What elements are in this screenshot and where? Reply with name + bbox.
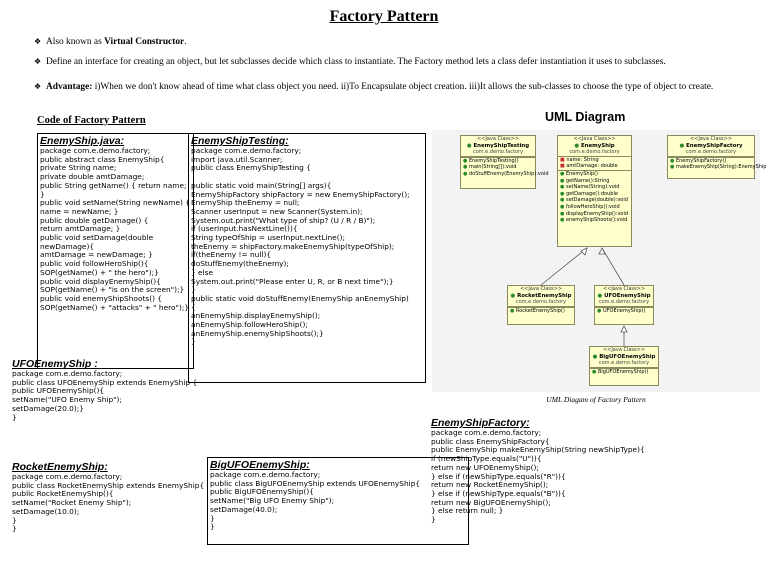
code-line: setName("Rocket Enemy Ship"); (12, 498, 132, 508)
class-icon: ● (592, 353, 598, 360)
code-line: if (newShipType.equals("U")){ (431, 454, 542, 464)
uml-class-name-text: UFOEnemyShip (604, 292, 651, 299)
code-line: public void displayEnemyShip(){ (40, 276, 161, 286)
code-line: package com.e.demo.factory; (12, 472, 123, 481)
code-line: package com.e.demo.factory; (40, 146, 151, 155)
class-icon: ● (510, 292, 516, 299)
uml-package: com.e.demo.factory (595, 299, 653, 307)
uml-operation: ● displayEnemyShip():void (560, 210, 629, 217)
class-icon: ● (466, 142, 472, 149)
code-lines (12, 473, 238, 534)
inherit-rocket-head (581, 248, 587, 255)
bullet-marker: ❖ (34, 37, 42, 46)
bullet-text: . (184, 37, 187, 47)
uml-heading: UML Diagram (545, 110, 626, 124)
code-block-title: EnemyShipTesting: (191, 135, 289, 147)
uml-operation: ● doStuffEnemy(EnemyShip):void (463, 170, 549, 177)
uml-operation: ● getDamage():double (560, 190, 618, 197)
code-block-ufoenemyship (10, 357, 242, 431)
code-block-title: UFOEnemyShip : (12, 358, 98, 370)
code-line: } (210, 513, 215, 523)
uml-stereotype: <<Java Class>> (602, 286, 646, 292)
code-line: anEnemyShip.followHeroShip(); (191, 320, 308, 330)
uml-operation: ● BigUFOEnemyShip() (592, 368, 649, 375)
code-line: return new BigUFOEnemyShip(); (431, 497, 551, 507)
inherit-rocket-line (541, 248, 587, 285)
code-line: } (210, 522, 215, 532)
uml-package: com.e.demo.factory (508, 299, 574, 307)
class-icon: ● (574, 142, 580, 149)
code-line: return amtDamage; } (40, 224, 121, 234)
code-line: System.out.print("What type of ship? (U / R / B)"); (191, 215, 376, 225)
code-line: return new RocketEnemyShip(); (431, 480, 549, 490)
code-line: } (191, 285, 196, 295)
class-icon: ● (597, 292, 603, 299)
code-lines (210, 471, 466, 532)
uml-stereotype: <<Java Class>> (573, 136, 616, 142)
code-line: System.out.print("Please enter U, R, or B next time");} (191, 276, 394, 286)
uml-operation: ● enemyShipShoots():void (560, 217, 628, 224)
code-block-enemyship (37, 133, 194, 369)
code-line: } (12, 524, 17, 534)
uml-operation: ● EnemyShip() (560, 170, 599, 177)
code-line: private double amtDamage; (40, 172, 145, 182)
code-line: SOP(getName() + "is on the screen");} (40, 285, 185, 295)
uml-package: com.e.demo.factory (668, 149, 754, 157)
uml-operation: ● EnemyShipTesting() (463, 157, 519, 164)
bullet-text: Define an interface for creating an object, but let subclasses decide which class to instantiate. The Factory method lets a class defer instantiation it uses to subclasses. (46, 57, 666, 67)
uml-inheritance-arrows (432, 130, 767, 392)
code-line: public void enemyShipShoots() { (40, 293, 163, 303)
bullet-text: i)When we don't know ahead of time what class object you need. ii)To Encapsulate object creation. iii)It allows the sub-classes to choose the type of object to create. (92, 82, 714, 92)
bullet-marker: ❖ (34, 82, 42, 91)
code-block-title: EnemyShip.java: (40, 135, 125, 147)
uml-stereotype: <<Java Class>> (602, 347, 646, 353)
uml-operation: ● setName(String):void (560, 184, 620, 191)
code-line: public class BigUFOEnemyShip extends UFOEnemyShip{ (210, 478, 421, 488)
code-line: setName("Big UFO Enemy Ship"); (210, 496, 335, 506)
code-line: theEnemy = shipFactory.makeEnemyShip(typeOfShip); (191, 241, 395, 251)
uml-operation: ● setDamage(double):void (560, 197, 628, 204)
code-line: { (191, 302, 196, 312)
code-lines (431, 429, 685, 525)
code-line: } else return null; } (431, 506, 504, 516)
inherit-ufo-line (602, 248, 624, 285)
uml-class-name-text: BigUFOEnemyShip (599, 353, 656, 360)
code-line: public double getDamage() { (40, 215, 149, 225)
code-line: setDamage(10.0); (12, 506, 80, 516)
code-line: public void setName(String newName) { (40, 198, 190, 208)
class-icon: ● (679, 142, 685, 149)
uml-field: ■ amtDamage: double (560, 163, 618, 170)
uml-operation: ● getName():String (560, 177, 610, 184)
code-line: } (12, 515, 17, 525)
uml-operation: ● RocketEnemyShip() (510, 307, 565, 314)
code-block-title: RocketEnemyShip: (12, 461, 108, 473)
code-line: if (userInput.hasNextLine()){ (191, 224, 298, 234)
code-line: public class EnemyShipTesting { (191, 163, 311, 173)
code-line: name = newName; } (40, 206, 119, 216)
bullet-text: Also known as (46, 37, 105, 47)
uml-class-name-text: RocketEnemyShip (517, 292, 572, 299)
code-line: public class EnemyShipFactory{ (431, 436, 550, 446)
uml-package: com.e.demo.factory (590, 360, 658, 368)
code-line: Scanner userInput = new Scanner(System.in); (191, 206, 363, 216)
code-line: SOP(getName() + " the hero");} (40, 267, 159, 277)
code-line: public abstract class EnemyShip{ (40, 154, 165, 164)
uml-class-name-text: EnemyShip (580, 142, 615, 149)
code-line: public EnemyShip makeEnemyShip(String newShipType){ (431, 445, 645, 455)
bullet-marker: ❖ (34, 57, 42, 66)
uml-operation: ● EnemyShipFactory() (670, 157, 727, 164)
uml-operation: ● UFOEnemyShip() (597, 307, 646, 314)
code-line: public void setDamage(double newDamage){ (40, 233, 154, 251)
code-line: public UFOEnemyShip(){ (12, 386, 105, 396)
code-block-rocketenemyship (10, 460, 240, 546)
code-line: } (431, 515, 436, 525)
code-lines (12, 370, 240, 422)
code-line: if(theEnemy != null){ (191, 250, 272, 260)
code-section-title: Code of Factory Pattern (37, 115, 146, 126)
bullet-also-known (34, 36, 724, 48)
uml-stereotype: <<Java Class>> (476, 136, 520, 142)
uml-class-name-text: EnemyShipTesting (473, 142, 530, 149)
uml-operation: ● makeEnemyShip(String):EnemyShip (670, 164, 767, 171)
code-lines (40, 147, 191, 312)
code-line: setDamage(40.0); (210, 504, 278, 514)
code-line: package com.e.demo.factory; (191, 146, 302, 155)
uml-stereotype: <<Java Class>> (689, 136, 733, 142)
uml-field: ■ name: String (560, 156, 599, 163)
bullet-bold: Advantage: (46, 82, 93, 92)
code-line: } (191, 337, 196, 347)
code-line: public BigUFOEnemyShip(){ (210, 487, 314, 497)
code-line: setName("UFO Enemy Ship"); (12, 395, 122, 405)
code-line: } else if (newShipType.equals("B")){ (431, 488, 566, 498)
code-line: doStuffEnemy(theEnemy); (191, 259, 289, 269)
code-line: public static void main(String[] args){ (191, 180, 332, 190)
bullet-bold: Virtual Constructor (104, 37, 185, 47)
code-line: } else (191, 267, 214, 277)
code-line: SOP(getName() + "attacks" + " hero");} (40, 302, 190, 312)
code-line: package com.e.demo.factory; (431, 428, 542, 437)
code-line: anEnemyShip.enemyShipShoots();} (191, 328, 324, 338)
code-line: } else if (newShipType.equals("R")){ (431, 471, 566, 481)
code-line: EnemyShip theEnemy = null; (191, 198, 300, 208)
code-line: anEnemyShip.displayEnemyShip(); (191, 311, 321, 321)
code-line: public static void doStuffEnemy(EnemyShip anEnemyShip) (191, 293, 409, 303)
code-block-enemyshipfactory (429, 416, 687, 542)
code-block-enemyshiptesting (188, 133, 426, 383)
code-lines (191, 147, 423, 347)
code-line: import java.util.Scanner; (191, 154, 283, 164)
code-line: public class RocketEnemyShip extends EnemyShip{ (12, 480, 205, 490)
code-block-title: BigUFOEnemyShip: (210, 459, 310, 471)
code-line: public class UFOEnemyShip extends EnemyShip { (12, 377, 198, 387)
code-line: setDamage(20.0);} (12, 403, 84, 413)
inherit-bigufo-head (621, 326, 627, 332)
bullet-definition (34, 56, 724, 68)
uml-package: com.e.demo.factory (558, 149, 631, 157)
code-line: package com.e.demo.factory; (12, 369, 123, 378)
uml-operation: ● followHeroShip():void (560, 203, 620, 210)
uml-class-name-text: EnemyShipFactory (686, 142, 743, 149)
uml-stereotype: <<Java Class>> (519, 286, 563, 292)
code-line: String typeOfShip = userInput.nextLine(); (191, 233, 345, 243)
code-line: public String getName() { return name; } (40, 180, 187, 199)
uml-caption: UML Diagam of Factory Pattern (546, 395, 646, 404)
code-line: return new UFOEnemyShip(); (431, 462, 539, 472)
code-line: } (12, 412, 17, 422)
code-line: public RocketEnemyShip(){ (12, 489, 114, 499)
code-line: public void followHeroShip(){ (40, 259, 149, 269)
uml-package: com.e.demo.factory (461, 149, 535, 157)
code-line: package com.e.demo.factory; (210, 470, 321, 479)
bullet-advantage (34, 81, 724, 93)
uml-operation: ● main(String[]):void (463, 164, 517, 171)
code-block-title: EnemyShipFactory: (431, 417, 530, 429)
code-line: private String name; (40, 163, 117, 173)
code-line: amtDamage = newDamage; } (40, 250, 153, 260)
code-line: EnemyShipFactory shipFactory = new EnemyShipFactory(); (191, 189, 410, 199)
page-title: Factory Pattern (329, 8, 439, 25)
